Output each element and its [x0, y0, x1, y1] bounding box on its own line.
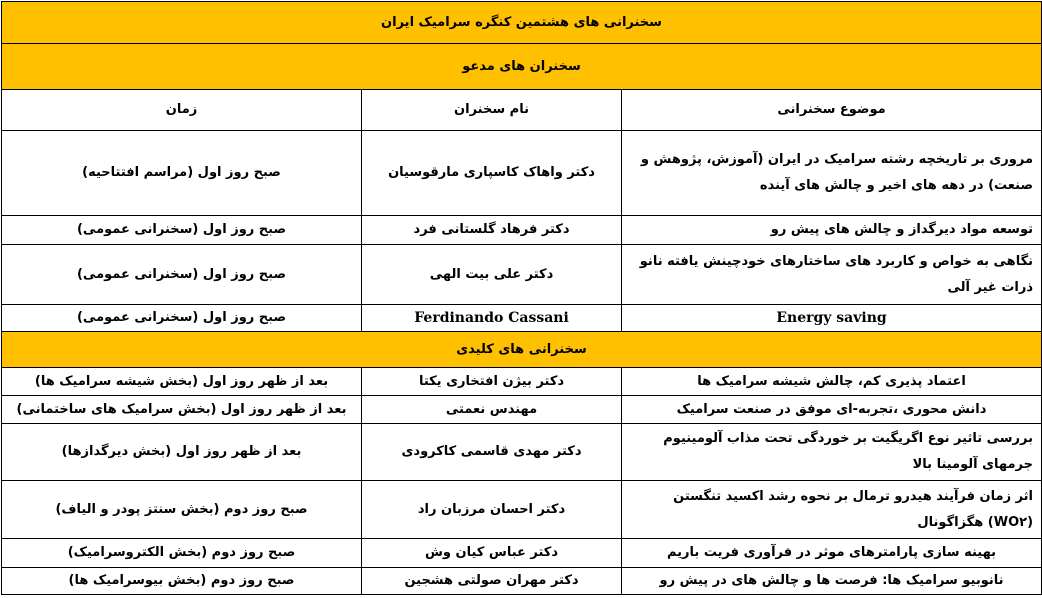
- table-row: [2, 245, 1042, 305]
- speaker-cell: دکتر واهاک کاسپاری مارقوسیان: [362, 131, 622, 216]
- table-row: [2, 424, 1042, 481]
- column-header-topic: موضوع سخنرانی: [622, 90, 1042, 131]
- topic-cell: دانش محوری ،تجربه-ای موفق در صنعت سرامیک: [622, 396, 1042, 424]
- table-row: [2, 305, 1042, 332]
- speaker-cell: دکتر بیژن افتخاری یکتا: [362, 368, 622, 396]
- time-cell: بعد از ظهر روز اول (بخش شیشه سرامیک ها): [2, 368, 362, 396]
- table-row: [2, 396, 1042, 424]
- speaker-cell: دکتر عباس کیان وش: [362, 539, 622, 568]
- time-cell: صبح روز اول (مراسم افتتاحیه): [2, 131, 362, 216]
- time-cell: صبح روز اول (سخنرانی عمومی): [2, 216, 362, 245]
- topic-cell: بهینه سازی پارامترهای موثر در فرآوری فریت باریم: [622, 539, 1042, 568]
- topic-cell: بررسی تاثیر نوع اگریگیت بر خوردگی تحت مذاب آلومینیوم جرمهای آلومینا بالا: [622, 424, 1042, 481]
- topic-cell: نگاهی به خواص و کاربرد های ساختارهای خودچینش یافته نانو ذرات غیر آلی: [622, 245, 1042, 305]
- topic-cell: اعتماد پذیری کم، چالش شیشه سرامیک ها: [622, 368, 1042, 396]
- table-row: [2, 216, 1042, 245]
- topic-cell: نانوبیو سرامیک ها: فرصت ها و چالش های در پیش رو: [622, 568, 1042, 595]
- speaker-cell: دکتر فرهاد گلستانی فرد: [362, 216, 622, 245]
- table-row: [2, 568, 1042, 595]
- column-header-time: زمان: [2, 90, 362, 131]
- speaker-cell: Ferdinando Cassani: [362, 305, 622, 332]
- time-cell: صبح روز دوم (بخش سنتز پودر و الیاف): [2, 481, 362, 539]
- topic-cell: توسعه مواد دیرگداز و چالش های پیش رو: [622, 216, 1042, 245]
- speaker-cell: دکتر مهدی قاسمی کاکرودی: [362, 424, 622, 481]
- time-cell: بعد از ظهر روز اول (بخش دیرگدازها): [2, 424, 362, 481]
- table-row: [2, 539, 1042, 568]
- topic-cell: Energy saving: [622, 305, 1042, 332]
- time-cell: بعد از ظهر روز اول (بخش سرامیک های ساختمانی): [2, 396, 362, 424]
- table-title: سخنرانی های هشتمین کنگره سرامیک ایران: [2, 2, 1042, 44]
- speaker-cell: دکتر احسان مرزبان راد: [362, 481, 622, 539]
- column-header-speaker: نام سخنران: [362, 90, 622, 131]
- speaker-cell: دکتر مهران صولتی هشجین: [362, 568, 622, 595]
- lectures-table: [1, 1, 1042, 595]
- time-cell: صبح روز اول (سخنرانی عمومی): [2, 245, 362, 305]
- speaker-cell: دکتر علی بیت الهی: [362, 245, 622, 305]
- speaker-cell: مهندس نعمتی: [362, 396, 622, 424]
- time-cell: صبح روز دوم (بخش الکتروسرامیک): [2, 539, 362, 568]
- table-row: [2, 481, 1042, 539]
- keynote-section-header: سخنرانی های کلیدی: [2, 332, 1042, 368]
- time-cell: صبح روز اول (سخنرانی عمومی): [2, 305, 362, 332]
- table-row: [2, 131, 1042, 216]
- invited-section-header: سخنران های مدعو: [2, 44, 1042, 90]
- topic-cell: مروری بر تاریخچه رشته سرامیک در ایران (آموزش، پژوهش و صنعت) در دهه های اخیر و چالش های آینده: [622, 131, 1042, 216]
- time-cell: صبح روز دوم (بخش بیوسرامیک ها): [2, 568, 362, 595]
- table-row: [2, 368, 1042, 396]
- topic-cell: اثر زمان فرآیند هیدرو ترمال بر نحوه رشد اکسید تنگستن (WO۲) هگزاگونال: [622, 481, 1042, 539]
